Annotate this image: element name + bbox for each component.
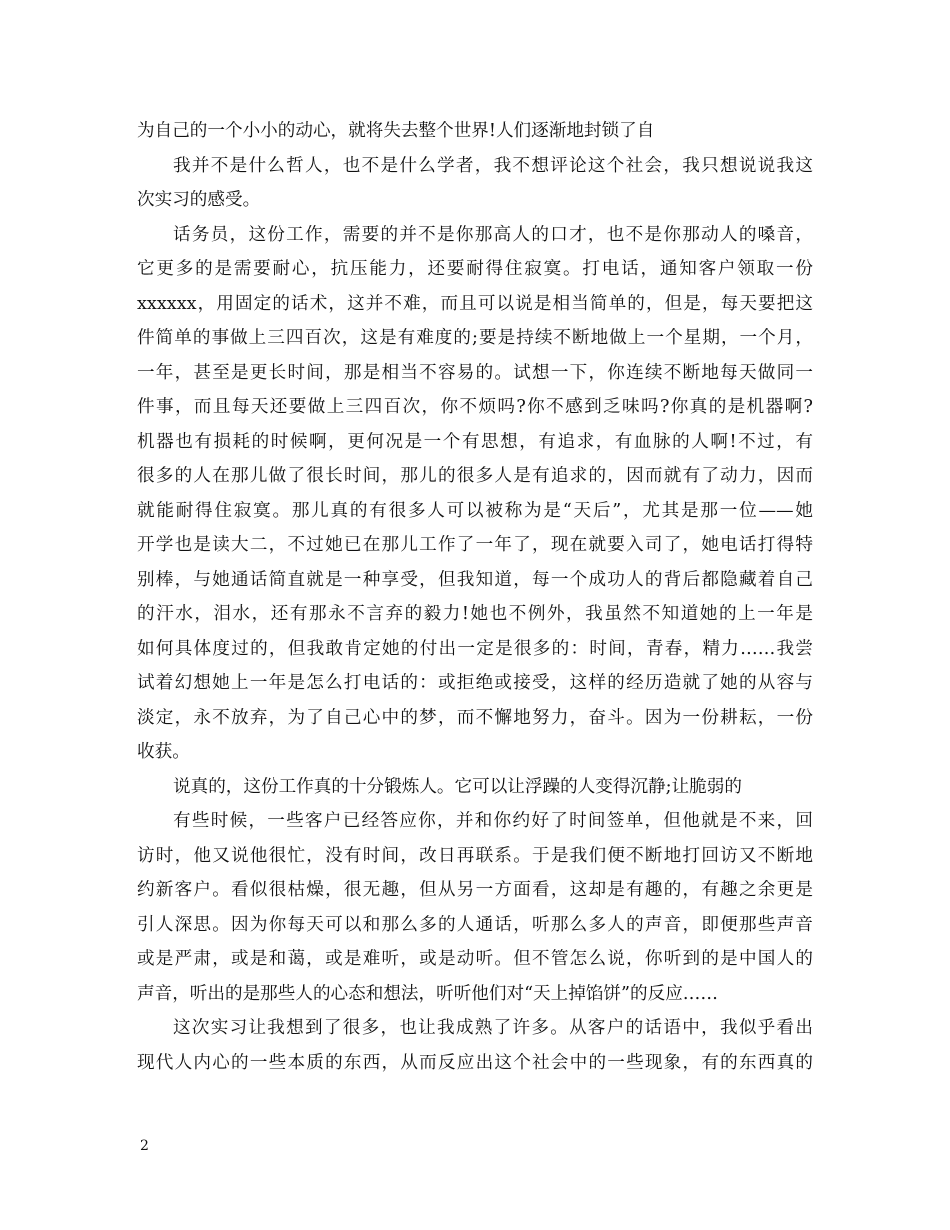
text-line: 引人深思。因为你每天可以和那么多的人通话，听那么多人的声音，即便那些声音 [137, 914, 813, 935]
text-line: 话务员，这份工作，需要的并不是你那高人的口才，也不是你那动人的嗓音， [173, 224, 813, 245]
text-line: 声音，听出的是那些人的心态和想法，听听他们对“天上掉馅饼”的反应…… [137, 983, 718, 1004]
text-line: 我并不是什么哲人，也不是什么学者，我不想评论这个社会，我只想说说我这 [173, 155, 813, 176]
text-line: 有些时候，一些客户已经答应你，并和你约好了时间签单，但他就是不来，回 [173, 811, 813, 831]
text-line: 或是严肃，或是和蔼，或是难听，或是动听。但不管怎么说，你听到的是中国人的 [137, 949, 813, 969]
text-line: 机器也有损耗的时候啊，更何况是一个有思想，有追求，有血脉的人啊!不过，有 [137, 431, 813, 452]
text-line: 淡定，永不放弃，为了自己心中的梦，而不懈地努力，奋斗。因为一份耕耘，一份 [137, 707, 813, 728]
text-line: 收获。 [137, 742, 190, 762]
text-line: 件简单的事做上三四百次，这是有难度的;要是持续不断地做上一个星期，一个月， [137, 328, 813, 348]
text-line: 别棒，与她通话简直就是一种享受，但我知道，每一个成功人的背后都隐藏着自己 [137, 569, 813, 590]
text-line: 约新客户。看似很枯燥，很无趣，但从另一方面看，这却是有趣的，有趣之余更是 [137, 880, 813, 900]
text-line: 就能耐得住寂寞。那儿真的有很多人可以被称为是“天后”，尤其是那一位——她 [137, 500, 813, 521]
text-line: 次实习的感受。 [137, 190, 261, 210]
text-line: 它更多的是需要耐心，抗压能力，还要耐得住寂寞。打电话，通知客户领取一份 [137, 259, 813, 279]
text-line: 这次实习让我想到了很多，也让我成熟了许多。从客户的话语中，我似乎看出 [173, 1018, 813, 1038]
text-line: 说真的，这份工作真的十分锻炼人。它可以让浮躁的人变得沉静;让脆弱的 [173, 776, 742, 797]
text-line: 很多的人在那儿做了很长时间，那儿的很多人是有追求的，因而就有了动力，因而 [137, 466, 813, 486]
text-line: xxxxxx，用固定的话术，这并不难，而且可以说是相当简单的，但是，每天要把这 [137, 293, 813, 314]
text-line: 试着幻想她上一年是怎么打电话的：或拒绝或接受，这样的经历造就了她的从容与 [137, 673, 813, 693]
text-line: 一年，甚至是更长时间，那是相当不容易的。试想一下，你连续不断地每天做同一 [137, 362, 813, 383]
text-line: 现代人内心的一些本质的东西，从而反应出这个社会中的一些现象，有的东西真的 [137, 1052, 813, 1073]
text-line: 的汗水，泪水，还有那永不言弃的毅力!她也不例外，我虽然不知道她的上一年是 [137, 604, 813, 624]
body-text [137, 114, 813, 1080]
page-number: 2 [140, 1138, 149, 1154]
text-line: 为自己的一个小小的动心，就将失去整个世界!人们逐渐地封锁了自 [137, 121, 655, 141]
text-line: 如何具体度过的，但我敢肯定她的付出一定是很多的：时间，青春，精力……我尝 [137, 638, 813, 659]
text-line: 访时，他又说他很忙，没有时间，改日再联系。于是我们便不断地打回访又不断地 [137, 845, 813, 866]
text-line: 件事，而且每天还要做上三四百次，你不烦吗?你不感到乏味吗?你真的是机器啊? [137, 397, 813, 417]
text-line: 开学也是读大二，不过她已在那儿工作了一年了，现在就要入司了，她电话打得特 [137, 535, 813, 555]
